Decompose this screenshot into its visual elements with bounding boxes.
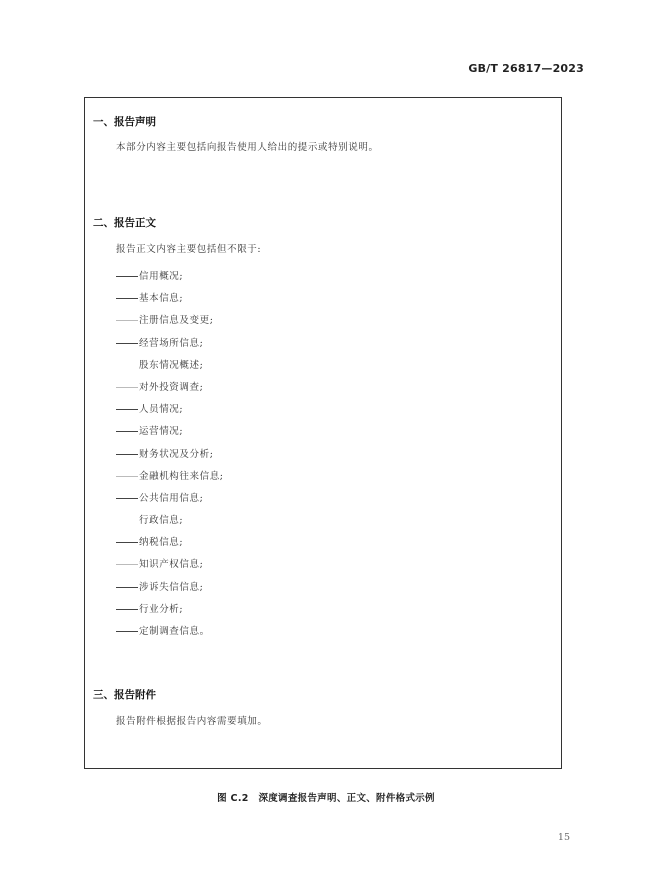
em-dash-marker	[116, 587, 138, 588]
list-item	[116, 466, 224, 488]
em-dash-marker	[116, 276, 138, 277]
em-dash-marker	[116, 542, 138, 543]
list-item-label: 经营场所信息;	[139, 337, 204, 349]
section-heading-statement: 一、报告声明	[93, 116, 156, 128]
list-item-label: 公共信用信息;	[139, 492, 204, 504]
em-dash-marker	[116, 387, 138, 388]
list-item	[116, 266, 224, 288]
statement-body: 本部分内容主要包括向报告使用人给出的提示或特别说明。	[116, 142, 379, 153]
em-dash-marker	[116, 298, 138, 299]
attachment-body: 报告附件根据报告内容需要填加。	[116, 716, 268, 727]
list-item-label: 信用概况;	[139, 271, 184, 282]
page-number: 15	[557, 832, 570, 843]
em-dash-marker	[116, 476, 138, 477]
section-heading-main-text: 二、报告正文	[93, 217, 156, 229]
figure-caption: 图 C.2 深度调查报告声明、正文、附件格式示例	[217, 793, 435, 804]
list-item-label: 知识产权信息;	[139, 559, 204, 571]
em-dash-marker	[116, 498, 138, 499]
list-item	[116, 444, 224, 466]
list-item	[116, 621, 224, 643]
list-item	[116, 399, 224, 421]
em-dash-marker	[116, 454, 138, 455]
list-item-label: 涉诉失信信息;	[139, 581, 204, 593]
list-item-label: 人员情况;	[139, 404, 184, 416]
em-dash-marker	[116, 343, 138, 344]
list-item	[116, 333, 224, 355]
list-item-label: 行政信息;	[139, 515, 184, 527]
list-item-label: 注册信息及变更;	[139, 315, 214, 327]
standard-code: GB/T 26817—2023	[468, 62, 584, 75]
list-item	[116, 377, 224, 399]
list-item	[116, 421, 224, 443]
main-text-item-list	[116, 266, 224, 643]
list-item	[116, 532, 224, 554]
em-dash-marker	[116, 631, 138, 632]
report-format-frame	[84, 97, 562, 769]
list-item	[116, 554, 224, 576]
em-dash-marker	[116, 431, 138, 432]
list-item	[116, 310, 224, 332]
em-dash-marker	[116, 409, 138, 410]
list-item	[116, 288, 224, 310]
section-heading-attachment: 三、报告附件	[93, 689, 156, 701]
list-item	[116, 510, 224, 532]
list-item	[116, 488, 224, 510]
list-item	[116, 577, 224, 599]
main-text-intro: 报告正文内容主要包括但不限于:	[116, 244, 262, 255]
list-item	[116, 355, 224, 377]
list-item-label: 基本信息;	[139, 293, 184, 305]
list-item	[116, 599, 224, 621]
list-item-label: 财务状况及分析;	[139, 448, 214, 460]
list-item-label: 运营情况;	[139, 426, 184, 438]
list-item-label: 对外投资调查;	[139, 381, 204, 393]
em-dash-marker	[116, 564, 138, 565]
list-item-label: 行业分析;	[139, 603, 184, 615]
list-item-label: 股东情况概述;	[139, 359, 204, 371]
em-dash-marker	[116, 320, 138, 321]
list-item-label: 纳税信息;	[139, 537, 184, 549]
list-item-label: 金融机构往来信息;	[139, 470, 224, 482]
em-dash-marker	[116, 609, 138, 610]
list-item-label: 定制调查信息。	[139, 626, 210, 637]
